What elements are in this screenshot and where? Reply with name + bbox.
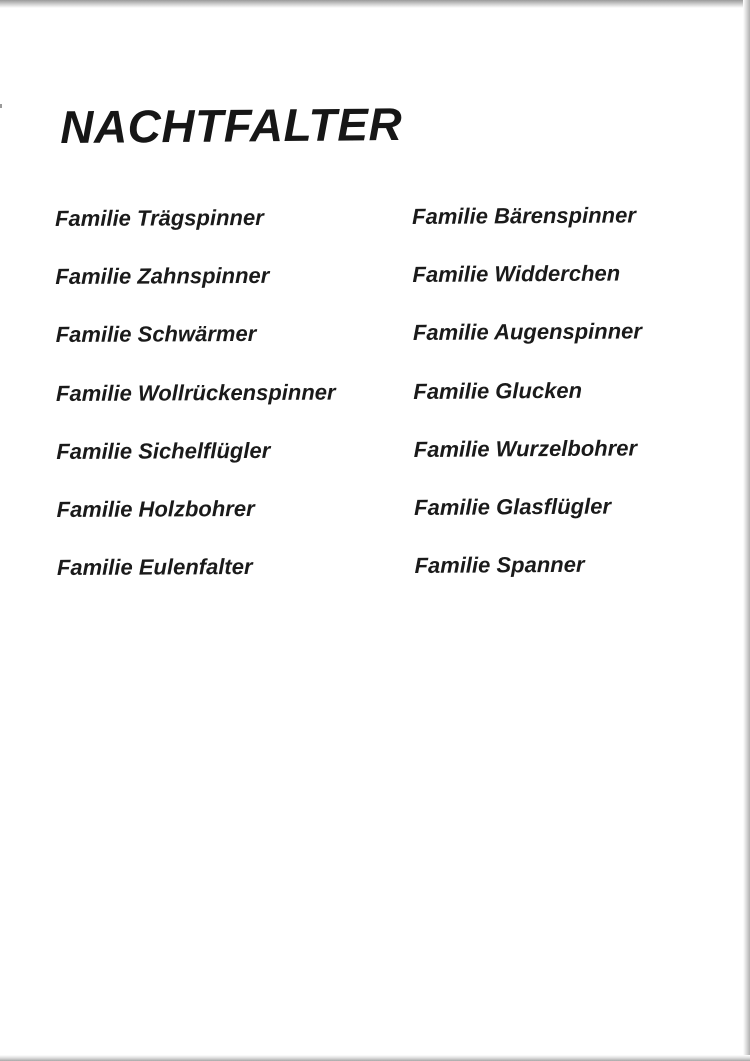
family-item: Familie Wollrückenspinner xyxy=(55,379,336,406)
family-item: Familie Schwärmer xyxy=(55,321,257,348)
family-item: Familie Holzbohrer xyxy=(56,495,255,522)
page-title: NACHTFALTER xyxy=(60,98,403,153)
family-item: Familie Glasflügler xyxy=(414,493,612,520)
scan-edge-bottom xyxy=(0,1055,750,1061)
family-item: Familie Eulenfalter xyxy=(56,554,253,581)
family-list-right xyxy=(412,200,644,609)
family-item: Familie Glucken xyxy=(413,377,583,404)
scan-edge-top xyxy=(0,0,750,8)
scan-edge-right xyxy=(743,0,750,1061)
family-item: Familie Zahnspinner xyxy=(55,263,270,290)
family-item: Familie Bärenspinner xyxy=(412,202,636,229)
family-item: Familie Spanner xyxy=(414,551,585,579)
family-item: Familie Widderchen xyxy=(412,260,621,288)
family-item: Familie Trägspinner xyxy=(55,204,264,231)
family-item: Familie Wurzelbohrer xyxy=(413,435,638,462)
family-item: Familie Sichelflügler xyxy=(56,437,271,464)
scan-speck xyxy=(0,104,2,108)
family-list-left xyxy=(55,203,337,612)
family-item: Familie Augenspinner xyxy=(412,318,643,346)
